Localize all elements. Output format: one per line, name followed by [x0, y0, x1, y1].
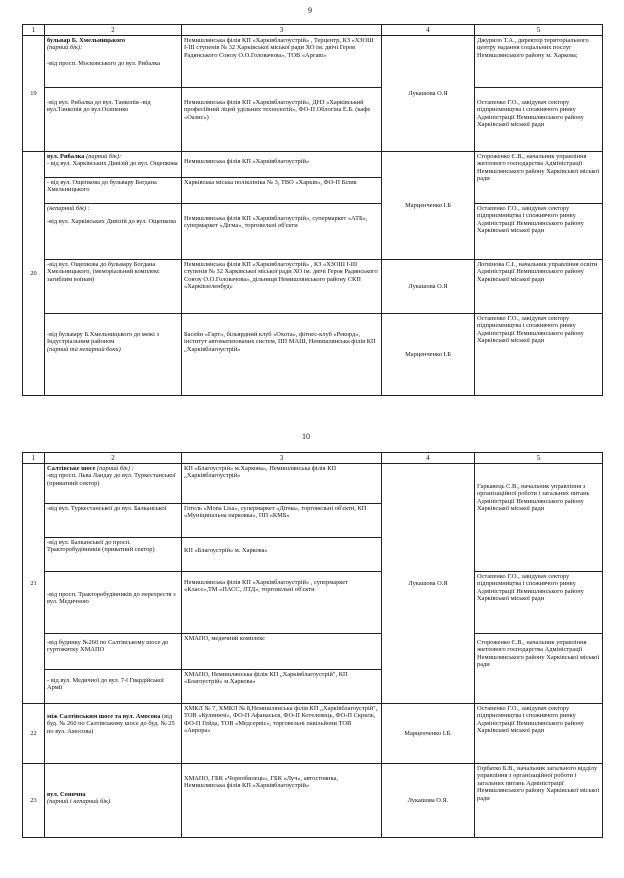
objects-cell: КП «Благоустрій» м.Харкова», Немишлянська філія КП „Харківблагоустрій»: [182, 464, 382, 504]
objects-cell: Немишлянська філія КП «Харківблагоустрій»: [182, 152, 382, 178]
row-number: 20: [23, 152, 45, 396]
street-segment: -від вул. Балканської до просп. Тракторобудівників (приватний сектор): [45, 538, 182, 572]
header-cell: 1: [23, 25, 45, 36]
street-segment: -від вул. Рибалка до вул. Танкопія -від вул.Танкопія до вул.Осипенко: [45, 88, 182, 152]
responsible-cell: Лукашова О.Я: [382, 260, 475, 314]
row-number: 21: [23, 464, 45, 704]
street-cell: [45, 764, 182, 838]
street-cell: [45, 36, 182, 88]
header-cell: 4: [382, 25, 475, 36]
contact-cell: Остапенко Г.О., завідувач сектору підприємництва і споживчого ринку Адміністрації Немишлянського району Харківської міської ради: [475, 572, 603, 634]
street-segment: -від будинку №260 по Салтівському шосе до гуртожитку ХМАПО: [45, 634, 182, 670]
contact-cell: Остапенко Г.О., завідувач сектору підприємництва і споживчого ринку Адміністрації Немишлянського району Харківської міської ради: [475, 704, 603, 764]
responsible-cell: Марценченко І.Б.: [382, 704, 475, 764]
street-name: вул. Рибалка: [47, 153, 85, 160]
objects-cell: КП «Благоустрій» м. Харкова»: [182, 538, 382, 572]
street-side-note: (парний бік):: [47, 44, 83, 52]
table-row: [23, 260, 603, 314]
header-cell: 5: [475, 453, 603, 464]
schedule-table-page-9: [22, 24, 603, 396]
street-name-group: [47, 713, 179, 735]
header-cell: 4: [382, 453, 475, 464]
header-cell: 5: [475, 25, 603, 36]
street-segment: -від просп. Тракторобудівників до перехрестя з вул. Медичною: [45, 572, 182, 634]
contact-cell: Остапенко Г.О., завідувач сектору підприємництва і споживчого ринку Адміністрації Немишлянського району Харківської міської ради: [475, 314, 603, 396]
row-number: 22: [23, 704, 45, 764]
street-segment: - від вул. Медичної до вул. 7-ї Гвардійської Армії: [45, 670, 182, 704]
contact-cell: Горбатко Б.В., начальник загального відділу управління з організаційної роботи і загальних питань Адміністрації Немишлянського району Харківської міської ради: [475, 764, 603, 838]
street-name: між Салтівським шосе та вул. Амосова: [47, 713, 161, 720]
objects-cell: ХМАПО, ГБК «Чорнобилець», ГБК «Луч», автостоянка, Немишлянська філія КП «Харківблагоустрій»: [182, 764, 382, 838]
objects-cell: Немишлянська філія КП «Харківблагоустрій» , Терцентр, КЗ «ХЗОШ І-ІІІ ступенів № 32 Харківської міської ради ХО ім. двічі Героя Радянського Союзу О.О.Головачова», ТОВ «Аргаві»: [182, 36, 382, 88]
table-row: [23, 764, 603, 838]
street-name: бульвар Б. Хмельницького: [47, 37, 126, 44]
schedule-table-page-10: [22, 452, 603, 838]
contact-cell: Стороженко Є.В., начальник управління житлового господарства Адміністрації Немишлянського району Харківської міської ради: [475, 152, 603, 204]
table-row: [23, 36, 603, 88]
responsible-cell: Марценченко І.Б: [382, 152, 475, 260]
header-cell: 3: [182, 453, 382, 464]
street-side-note: (парний і непарний бік): [47, 798, 111, 806]
contact-cell: Джурило Т.А., директор територіального центру надання соціальних послуг Немишлянського району м. Харкова;: [475, 36, 603, 88]
contact-cell: Стороженко Є.В., начальник управління житлового господарства Адміністрації Немишлянського району Харківської міської ради: [475, 634, 603, 704]
table-row: [23, 634, 603, 670]
row-number: 23: [23, 764, 45, 838]
contact-cell: Остапенко Г.О., завідувач сектору підприємництва і споживчого ринку Адміністрації Немишлянського району Харківської міської ради: [475, 88, 603, 152]
table-row: [23, 152, 603, 178]
table-row: [23, 204, 603, 260]
street-segment: -від вул. Туркестанської до вул. Балканської: [45, 504, 182, 538]
street-cell: [45, 314, 182, 396]
street-side-note: (парний та непарний боки): [47, 345, 121, 353]
street-segment: -від вул. Харківських Дивізій до вул. Ощепкова: [47, 218, 177, 226]
objects-cell: Готель «Mona Lisa», супермаркет «Дігма», торговельні об'єкти, КП «Муніципальна парковка», ПП «КМБ»: [182, 504, 382, 538]
responsible-cell: Лукашова О.Я: [382, 464, 475, 704]
street-segment: -від вул. Ощепкова до бульвару Богдана Хмельницького, (меморіальний комплекс загиблим воїнам): [45, 260, 182, 314]
page-number: 10: [302, 432, 310, 441]
objects-cell: Немишлянська філія КП «Харківблагоустрій», ДНЗ «Харківський професійний ліцей удільних технологій», ФО-П Облогіна Е.Б. (кафе «Оазис»): [182, 88, 382, 152]
street-cell: [45, 204, 182, 260]
objects-cell: Басейн «Гарт», більярдний клуб «Охота», фітнес-клуб «Рекорд», інститут автоматизованих систем, ПП МАШ, Немишлянська філія КП „Харківблагоустрій»: [182, 314, 382, 396]
contact-cell: Гаркавець С.В., начальник управління з організаційної роботи і загальних питань Адміністрації Немишлянського району Харківської міської ради: [475, 464, 603, 572]
street-side-note: (парний бік) :: [97, 465, 134, 472]
table-row: [23, 88, 603, 152]
street-side-note: (непарний бік) :: [47, 205, 90, 212]
header-cell: 1: [23, 453, 45, 464]
street-segment: - від вул. Ощепкова до бульвару Богдана Хмельницького: [45, 178, 182, 204]
table-row: [23, 464, 603, 504]
contact-cell: Остапенко Г.О., завідувач сектору підприємництва і споживчого ринку Адміністрації Немишлянського району Харківської міської ради: [475, 204, 603, 260]
street-name: вул. Сонячна: [47, 791, 86, 798]
objects-cell: ХМАПО, Немишлянська філія КП „Харківблагоустрій", КП «Благоустрій» м.Харкова»: [182, 670, 382, 704]
objects-cell: ХМАПО, медичний комплекс: [182, 634, 382, 670]
responsible-cell: Лукашова О.Я: [382, 36, 475, 152]
street-cell: [45, 152, 182, 178]
objects-cell: Немишлянська філія КП «Харківблагоустрій» , супермаркет «Класс»,ТМ «ПАСС, ЛТД», торговельні об'єкти: [182, 572, 382, 634]
table-row: [23, 314, 603, 396]
objects-cell: ХМКЛ № 7, ХМКЛ № 8,Немишлянська філія КП „Харківблагоустрій", ТОВ «Кулиничі», ФО-П Афанасьєв, ФО-П Котелевець, ФО-П Скриль, ФО-П Гейда, ТОВ «Медсервіс», торговельні павільйони ТОВ «Аврора»: [182, 704, 382, 764]
header-cell: 3: [182, 25, 382, 36]
table-row: [23, 572, 603, 634]
page-number: 9: [308, 6, 312, 15]
street-side-note: (парний бік):: [86, 153, 122, 160]
table-header-row: [23, 25, 603, 36]
street-name: Салтівське шосе: [47, 465, 96, 472]
header-cell: 2: [45, 25, 182, 36]
street-cell: [45, 464, 182, 504]
contact-cell: Логвінова С.І., начальник управління освіти Адміністрації Немишлянського району Харківської міської ради: [475, 260, 603, 314]
objects-cell: Харківська міська поліклініка № 3, ТВО «Харків», ФО-П Білик: [182, 178, 382, 204]
header-cell: 2: [45, 453, 182, 464]
responsible-cell: Лукашова О.Я.: [382, 764, 475, 838]
street-segment: -від просп. Московського до вул. Рибалка: [47, 59, 161, 67]
street-segment: - від вул. Харківських Дивізій до вул. Ощепкова: [47, 160, 178, 168]
objects-cell: Немишлянська філія КП «Харківблагоустрій» , КЗ «ХЗОШ І-ІІІ ступенів № 32 Харківської міської ради ХО ім. двічі Героя Радянського Союзу О.О.Головачова», дільниця Немишлянського району СКП «Харківзеленбуд»: [182, 260, 382, 314]
table-row: [23, 704, 603, 764]
street-cell: [45, 704, 182, 764]
street-segment: -від просп. Льва Ландау до вул. Туркестанської (приватний сектор): [47, 472, 176, 487]
street-range: (від буд. № 260 по Салтівському шосе до буд. № 25 по вул. Амосова): [47, 713, 175, 735]
street-segment: -від бульвару Б.Хмельницького до межі з Індустріальним районом: [47, 331, 159, 346]
table-header-row: [23, 453, 603, 464]
row-number: 19: [23, 36, 45, 152]
responsible-cell: Марценченко І.Б: [382, 314, 475, 396]
objects-cell: Немишлянська філія КП «Харківблагоустрій», супермаркет «АТБ», супермаркет «Дігма», торговельні об'єкти: [182, 204, 382, 260]
